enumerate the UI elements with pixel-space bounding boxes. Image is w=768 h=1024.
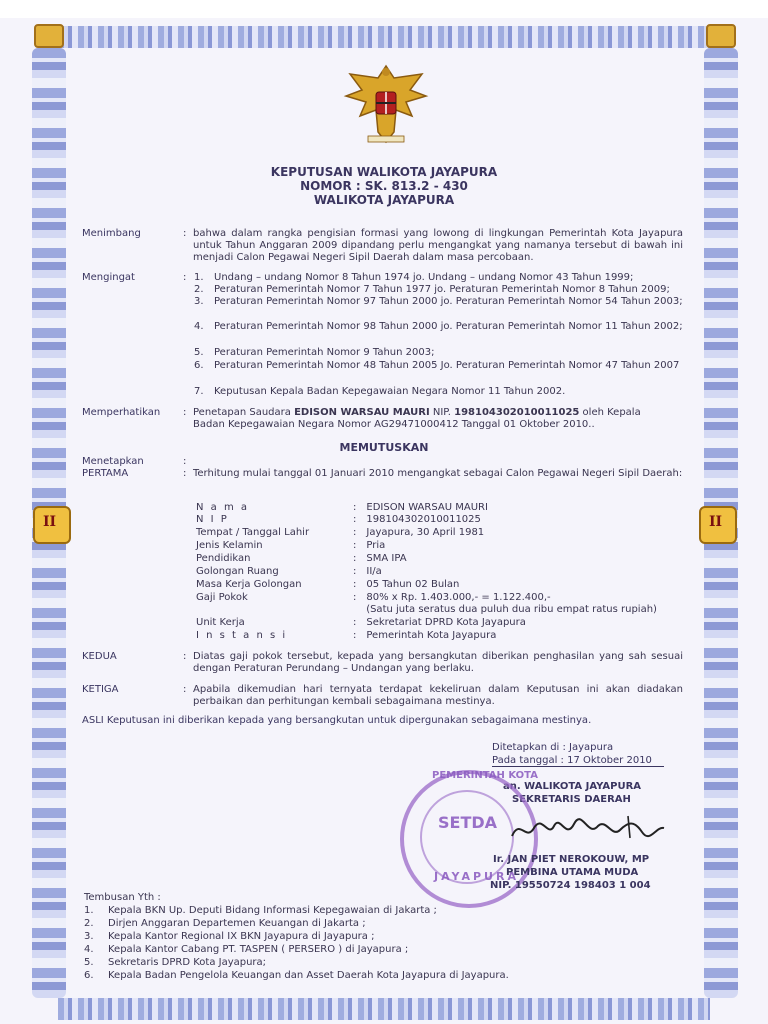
- title-line-2: NOMOR : SK. 813.2 - 430: [300, 179, 468, 193]
- ornament-border-top: [58, 26, 710, 48]
- mengingat-item: Peraturan Pemerintah Nomor 48 Tahun 2005 Jo. Peraturan Pemerintah Nomor 47 Tahun 2007: [214, 360, 680, 371]
- mengingat-item: Peraturan Pemerintah Nomor 98 Tahun 2000 jo. Peraturan Pemerintah Nomor 11 Tahun 2002;: [214, 321, 683, 332]
- mengingat-num: 3.: [194, 296, 204, 307]
- memperhatikan-text: [193, 407, 683, 431]
- pertama-label: PERTAMA: [82, 468, 129, 479]
- menetapkan-label: Menetapkan: [82, 456, 144, 467]
- field-key: I n s t a n s i: [196, 630, 288, 641]
- field-value: : Jayapura, 30 April 1981: [353, 527, 485, 538]
- document-page: [0, 18, 768, 1024]
- signatory-nip: NIP. 19550724 198403 1 004: [490, 880, 651, 891]
- colon: :: [183, 468, 187, 479]
- field-value-text: II/a: [366, 566, 382, 577]
- menimbang-label: Menimbang: [82, 228, 141, 239]
- memperhatikan-label: Memperhatikan: [82, 407, 161, 418]
- field-key: N I P: [196, 514, 229, 525]
- corner-emblem-icon: [706, 24, 736, 48]
- mengingat-num: 6.: [194, 360, 204, 371]
- colon: :: [183, 651, 187, 662]
- colon: :: [183, 228, 187, 239]
- field-value: : Pria: [353, 540, 386, 551]
- mengingat-num: 2.: [194, 284, 204, 295]
- an-walikota-text: an. WALIKOTA JAYAPURA: [503, 781, 642, 792]
- asli-text: ASLI Keputusan ini diberikan kepada yang bersangkutan untuk dipergunakan sebagaimana mestinya.: [82, 715, 592, 726]
- field-key: Unit Kerja: [196, 617, 245, 628]
- pertama-text: Terhitung mulai tanggal 01 Januari 2010 mengangkat sebagai Calon Pegawai Negeri Sipil Daerah:: [193, 468, 683, 479]
- menimbang-text: bahwa dalam rangka pengisian formasi yang lowong di lingkungan Pemerintah Kota Jayapura untuk Tahun Anggaran 2009 dipandang perlu mengangkat yang namanya tersebut di bawah ini menjadi Calon Pegawai Negeri Sipil Daerah dalam masa percobaan.: [193, 228, 683, 263]
- ornament-border-bottom: [58, 998, 710, 1020]
- sekretaris-text: SEKRETARIS DAERAH: [512, 794, 631, 805]
- tanggal-text: Pada tanggal : 17 Oktober 2010: [492, 755, 664, 767]
- tembusan-item: Kepala Kantor Cabang PT. TASPEN ( PERSERO ) di Jayapura ;: [108, 944, 409, 955]
- field-value: [353, 604, 657, 615]
- field-value-text: 05 Tahun 02 Bulan: [366, 579, 460, 590]
- field-value-text: Sekretariat DPRD Kota Jayapura: [366, 617, 526, 628]
- tembusan-num: 5.: [84, 957, 94, 968]
- tembusan-item: Kepala BKN Up. Deputi Bidang Informasi Kepegawaian di Jakarta ;: [108, 905, 437, 916]
- colon: :: [183, 272, 187, 283]
- tembusan-num: 2.: [84, 918, 94, 929]
- field-value-text: Pria: [366, 540, 386, 551]
- field-value: : Pemerintah Kota Jayapura: [353, 630, 497, 641]
- colon: :: [183, 407, 187, 418]
- field-key: Golongan Ruang: [196, 566, 279, 577]
- field-value: : 198104302010011025: [353, 514, 481, 525]
- tembusan-num: 3.: [84, 931, 94, 942]
- city-emblem-icon: [33, 506, 71, 544]
- signatory-name: Ir. JAN PIET NEROKOUW, MP: [493, 854, 650, 865]
- title-line-3: WALIKOTA JAYAPURA: [313, 193, 455, 207]
- signatory-rank: PEMBINA UTAMA MUDA: [506, 867, 639, 878]
- memperhatikan-line2: Badan Kepegawaian Negara Nomor AG29471000412 Tanggal 01 Oktober 2010..: [193, 419, 595, 430]
- tembusan-num: 1.: [84, 905, 94, 916]
- ketiga-label: KETIGA: [82, 684, 119, 695]
- mengingat-item: Undang – undang Nomor 8 Tahun 1974 jo. Undang – undang Nomor 43 Tahun 1999;: [214, 272, 634, 283]
- title-line-1: KEPUTUSAN WALIKOTA JAYAPURA: [270, 165, 498, 179]
- field-value: : II/a: [353, 566, 382, 577]
- tembusan-num: 6.: [84, 970, 94, 981]
- memperhatikan-mid: NIP.: [429, 407, 455, 418]
- tembusan-item: Kepala Badan Pengelola Keuangan dan Asset Daerah Kota Jayapura di Jayapura.: [108, 970, 509, 981]
- field-value: : Sekretariat DPRD Kota Jayapura: [353, 617, 526, 628]
- stamp-center-text: SETDA: [438, 813, 498, 832]
- mengingat-num: 4.: [194, 321, 204, 332]
- field-value-text: 198104302010011025: [366, 514, 481, 525]
- tembusan-item: Kepala Kantor Regional IX BKN Jayapura di Jayapura ;: [108, 931, 375, 942]
- ditetapkan-text: Ditetapkan di : Jayapura: [492, 742, 614, 753]
- ketiga-text: Apabila dikemudian hari ternyata terdapat kekeliruan dalam Keputusan ini akan diadakan perbaikan dan perhitungan kembali sebagaimana mestinya.: [193, 684, 683, 707]
- scan-top-edge: [0, 0, 768, 20]
- colon: :: [183, 684, 187, 695]
- colon: :: [183, 456, 187, 467]
- garuda-emblem-icon: [338, 56, 434, 152]
- field-key: Pendidikan: [196, 553, 251, 564]
- mengingat-item: Peraturan Pemerintah Nomor 9 Tahun 2003;: [214, 347, 435, 358]
- appointee-name: EDISON WARSAU MAURI: [294, 407, 430, 418]
- mengingat-num: 7.: [194, 386, 204, 397]
- memperhatikan-post: oleh Kepala: [579, 407, 641, 418]
- field-key: Tempat / Tanggal Lahir: [196, 527, 310, 538]
- field-value-text: (Satu juta seratus dua puluh dua ribu empat ratus rupiah): [366, 604, 657, 615]
- appointee-nip: 198104302010011025: [454, 407, 580, 418]
- field-key: Gaji Pokok: [196, 592, 248, 603]
- field-value: : SMA IPA: [353, 553, 407, 564]
- field-value: : 05 Tahun 02 Bulan: [353, 579, 460, 590]
- memperhatikan-pre: Penetapan Saudara: [193, 407, 295, 418]
- field-value: : EDISON WARSAU MAURI: [353, 502, 488, 513]
- memutuskan-heading: MEMUTUSKAN: [339, 441, 429, 454]
- field-value-text: EDISON WARSAU MAURI: [366, 502, 488, 513]
- corner-emblem-icon: [34, 24, 64, 48]
- mengingat-item: Peraturan Pemerintah Nomor 7 Tahun 1977 jo. Peraturan Pemerintah Nomor 8 Tahun 2009;: [214, 284, 670, 295]
- tembusan-num: 4.: [84, 944, 94, 955]
- mengingat-label: Mengingat: [82, 272, 135, 283]
- kedua-text: Diatas gaji pokok tersebut, kepada yang bersangkutan diberikan penghasilan yang sah sesuai dengan Peraturan Perundang – Undangan yang berlaku.: [193, 651, 683, 674]
- field-key: Masa Kerja Golongan: [196, 579, 302, 590]
- mengingat-item: Keputusan Kepala Badan Kepegawaian Negara Nomor 11 Tahun 2002.: [214, 386, 566, 397]
- stamp-bottom-text: JAYAPURA: [434, 870, 519, 883]
- field-key: Jenis Kelamin: [196, 540, 263, 551]
- mengingat-num: 1.: [194, 272, 204, 283]
- mengingat-num: 5.: [194, 347, 204, 358]
- mengingat-item: Peraturan Pemerintah Nomor 97 Tahun 2000 jo. Peraturan Pemerintah Nomor 54 Tahun 2003;: [214, 296, 683, 307]
- field-value: : 80% x Rp. 1.403.000,- = 1.122.400,-: [353, 592, 551, 603]
- field-value-text: Jayapura, 30 April 1981: [366, 527, 485, 538]
- city-emblem-icon: [699, 506, 737, 544]
- handwritten-signature-icon: [508, 808, 668, 848]
- field-value-text: SMA IPA: [366, 553, 407, 564]
- tembusan-item: Sekretaris DPRD Kota Jayapura;: [108, 957, 267, 968]
- field-value-text: Pemerintah Kota Jayapura: [366, 630, 497, 641]
- field-key: N a m a: [196, 502, 250, 513]
- field-value-text: 80% x Rp. 1.403.000,- = 1.122.400,-: [366, 592, 551, 603]
- tembusan-label: Tembusan Yth :: [84, 892, 161, 903]
- kedua-label: KEDUA: [82, 651, 117, 662]
- stamp-top-text: PEMERINTAH KOTA: [432, 770, 538, 781]
- tembusan-item: Dirjen Anggaran Departemen Keuangan di Jakarta ;: [108, 918, 366, 929]
